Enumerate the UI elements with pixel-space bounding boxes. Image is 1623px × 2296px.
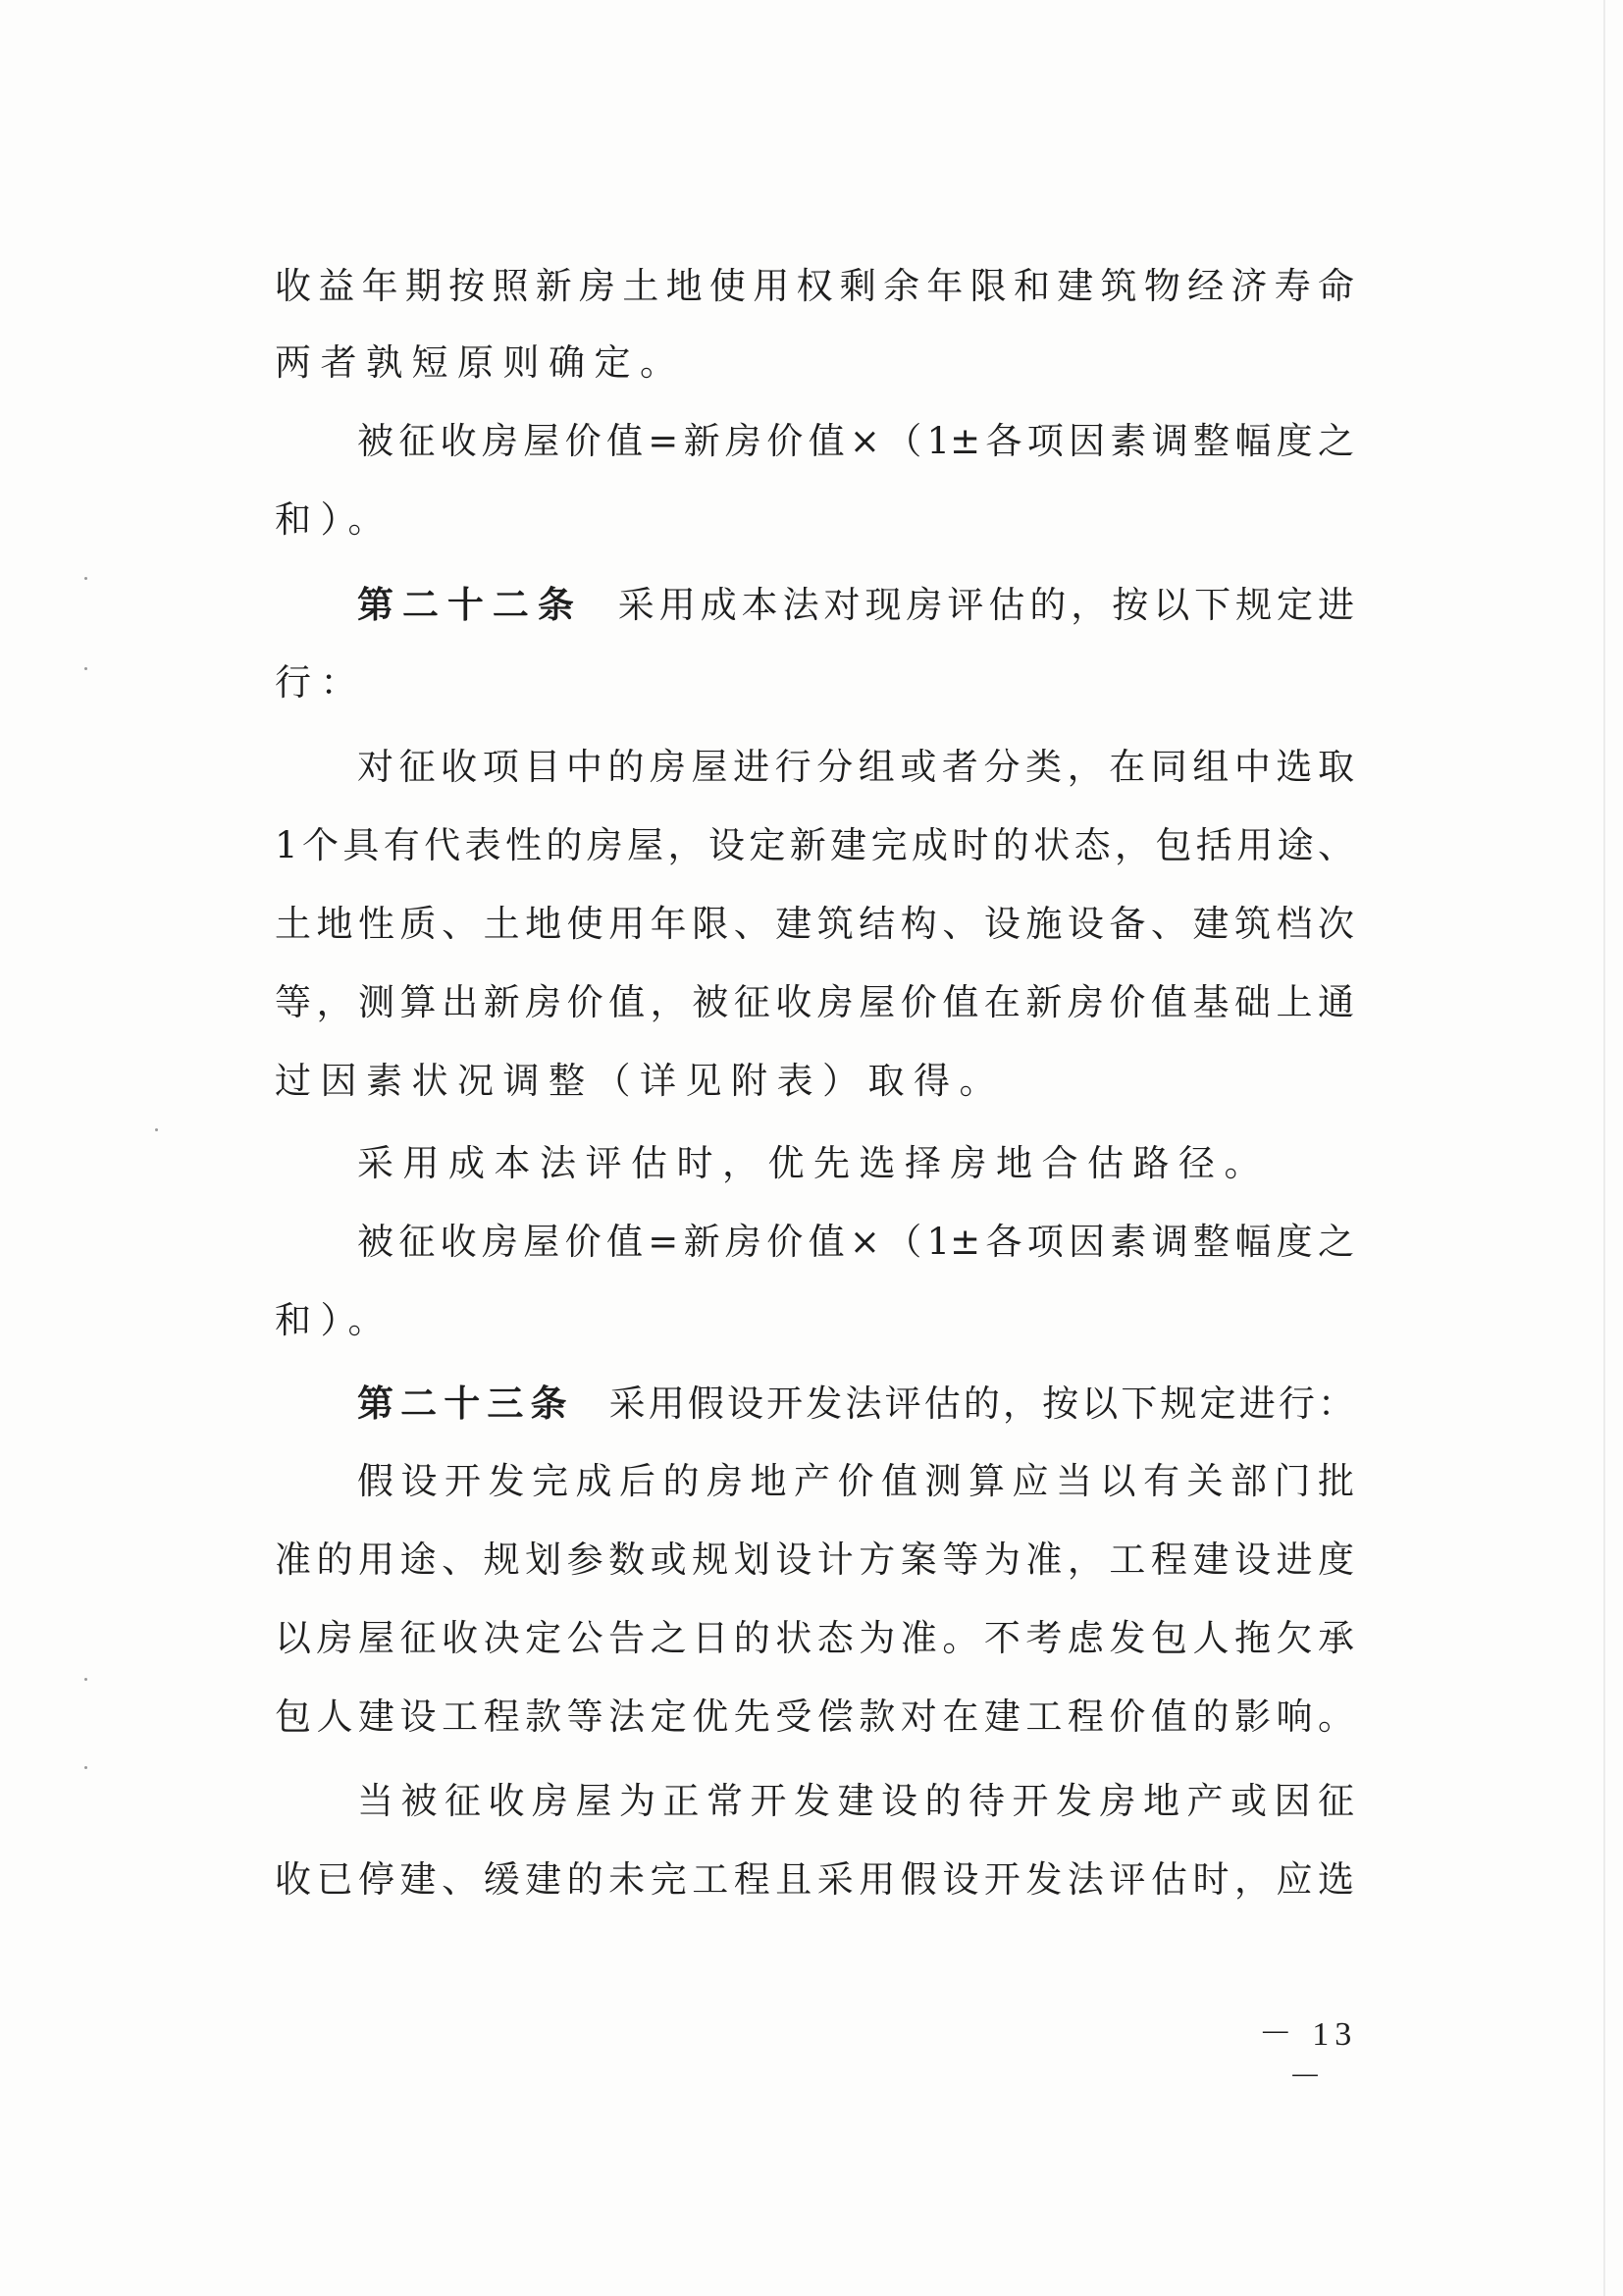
body-line: 以房屋征收决定公告之日的状态为准。不考虑发包人拖欠承	[275, 1617, 1354, 1659]
page-number: － 13 －	[1258, 2016, 1358, 2096]
article-23-line	[357, 1374, 1354, 1433]
body-line: 准的用途、规划参数或规划设计方案等为准，工程建设进度	[275, 1539, 1354, 1581]
body-line: 当被征收房屋为正常开发建设的待开发房地产或因征	[357, 1780, 1354, 1822]
article-22-heading: 第二十二条	[357, 583, 583, 626]
body-line: 和）。	[275, 498, 393, 541]
body-line: 行：	[275, 661, 366, 704]
scan-speck	[84, 1766, 87, 1769]
scan-speck	[84, 1678, 87, 1681]
article-22-line	[357, 575, 1354, 634]
body-line: 收益年期按照新房土地使用权剩余年限和建筑物经济寿命	[275, 265, 1354, 307]
scan-speck	[155, 1128, 158, 1131]
scan-edge-line	[1603, 0, 1605, 2296]
body-line: 等，测算出新房价值，被征收房屋价值在新房价值基础上通	[275, 981, 1354, 1023]
body-line: 采用成本法评估时，优先选择房地合估路径。	[357, 1142, 1270, 1184]
scan-speck	[84, 577, 87, 580]
body-line: 两者孰短原则确定。	[275, 341, 686, 384]
body-line: 土地性质、土地使用年限、建筑结构、设施设备、建筑档次	[275, 903, 1354, 945]
body-line: 过因素状况调整（详见附表）取得。	[275, 1060, 1005, 1102]
body-line: 包人建设工程款等法定优先受偿款对在建工程价值的影响。	[275, 1696, 1354, 1738]
body-line: 和）。	[275, 1299, 393, 1341]
body-text: 采用假设开发法评估的，按以下规定进行：	[608, 1383, 1355, 1425]
body-line: 收已停建、缓建的未完工程且采用假设开发法评估时，应选	[275, 1858, 1354, 1901]
body-text: 采用成本法对现房评估的，按以下规定进	[617, 584, 1355, 626]
body-line: 1个具有代表性的房屋，设定新建完成时的状态，包括用途、	[275, 824, 1354, 866]
scan-speck	[84, 667, 87, 670]
body-line: 假设开发完成后的房地产价值测算应当以有关部门批	[357, 1460, 1354, 1502]
article-23-heading: 第二十三条	[357, 1382, 574, 1425]
body-line: 被征收房屋价值=新房价值×（1±各项因素调整幅度之	[357, 1221, 1354, 1263]
body-line: 被征收房屋价值=新房价值×（1±各项因素调整幅度之	[357, 420, 1354, 462]
body-line: 对征收项目中的房屋进行分组或者分类，在同组中选取	[357, 746, 1354, 788]
